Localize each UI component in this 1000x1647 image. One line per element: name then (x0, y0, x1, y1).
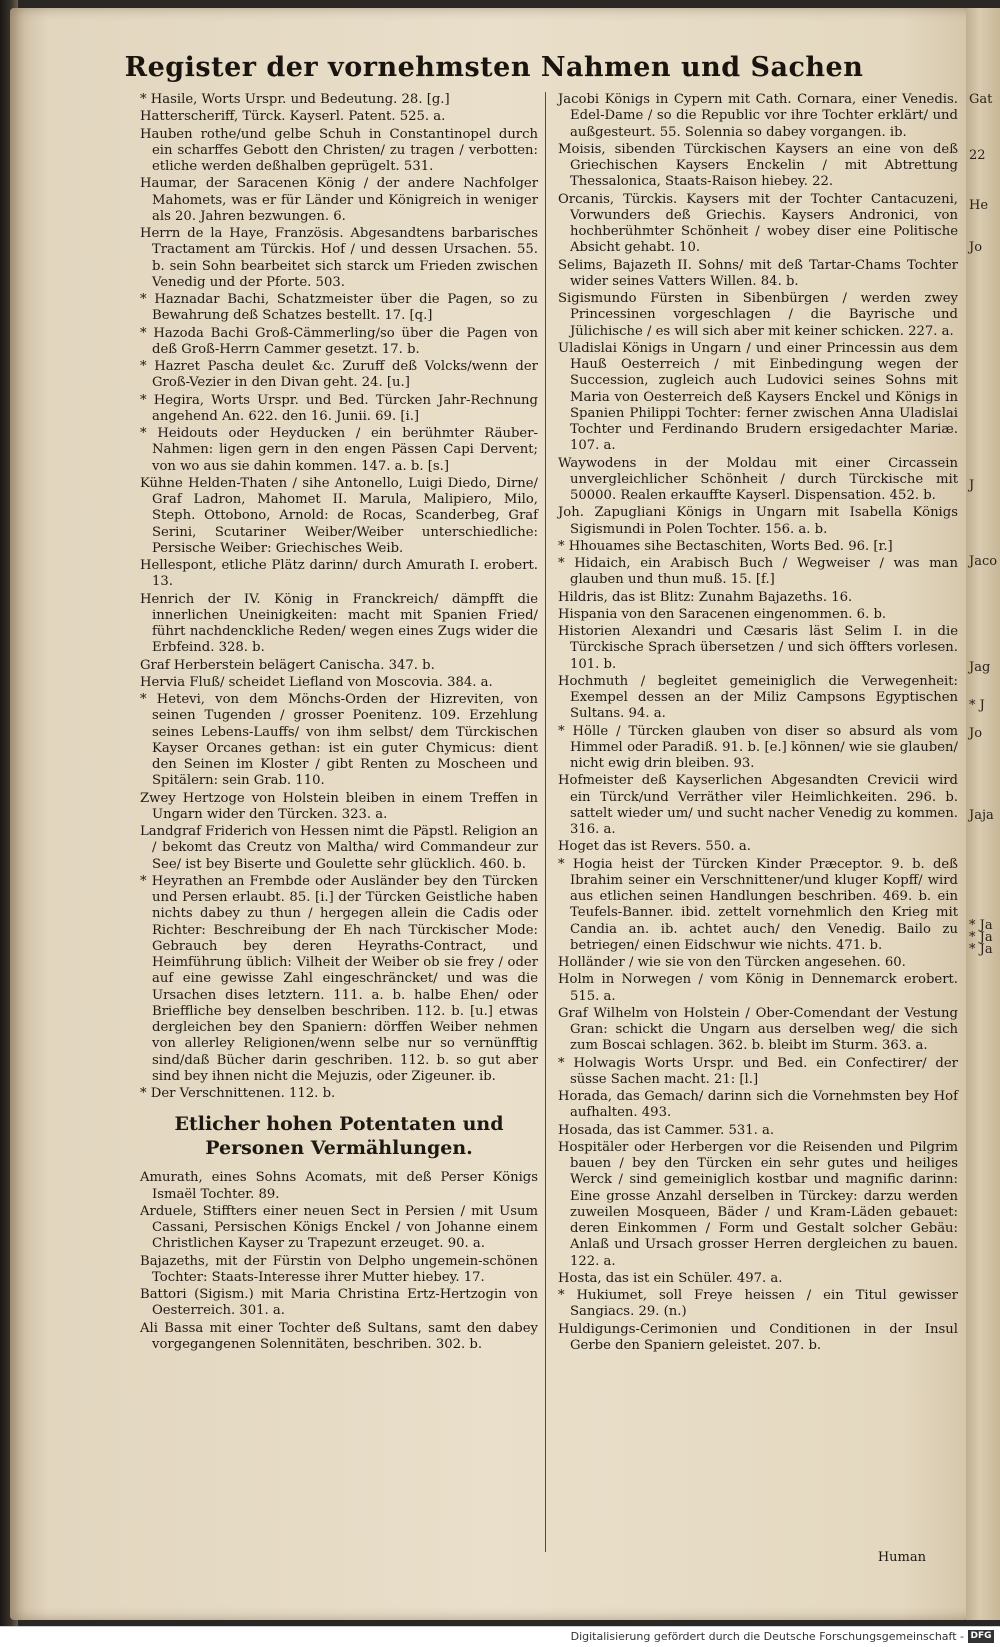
book-page (10, 8, 978, 1620)
next-page-fragment: 22 (969, 148, 986, 163)
section-heading: Etlicher hohen Potentaten und Personen Vermählungen. (174, 1113, 504, 1160)
next-page-fragment: Jag (969, 660, 991, 675)
index-entry: Sigismundo Fürsten in Sibenbürgen / werden zwey Princessinen vorgeschlagen / die Bayrische und Jülichische / es will sich aber mit keiner schicken. 227. a. (558, 291, 958, 339)
index-entry: Landgraf Friderich von Hessen nimt die Päpstl. Religion an / bekomt das Creutz von Maltha/ wird Commandeur zur See/ ist bey Biserte und Goulette sehr glücklich. 460. b. (140, 824, 538, 872)
marriage-entries (140, 1170, 538, 1353)
index-entry: Bajazeths, mit der Fürstin von Delpho ungemein-schönen Tochter: Staats-Interesse ihrer Mutter hiebey. 17. (140, 1253, 538, 1285)
left-entries (140, 92, 538, 1102)
index-entry: Holm in Norwegen / vom König in Dennemarck erobert. 515. a. (558, 972, 958, 1004)
index-entry: Jacobi Königs in Cypern mit Cath. Cornara, einer Venedis. Edel-Dame / so die Republic vor ihre Tochter erklärt/ und außgesteurt. 55. Solennia so dabey vorgangen. ib. (558, 92, 958, 140)
index-entry: * Hölle / Türcken glauben von diser so absurd als vom Himmel oder Paradiß. 91. b. [e.] können/ wie sie glauben/ nicht ewig drin bleiben. 93. (558, 723, 958, 771)
index-entry: Hoget das ist Revers. 550. a. (558, 839, 751, 855)
right-column (558, 92, 958, 1355)
index-entry: Holländer / wie sie von den Türcken angesehen. 60. (558, 955, 906, 970)
index-entry: * Holwagis Worts Urspr. und Bed. ein Confectirer/ der süsse Sachen macht. 21: [l.] (558, 1055, 958, 1087)
index-entry: Huldigungs-Cerimonien und Conditionen in der Insul Gerbe den Spaniern geleistet. 207. b. (558, 1321, 958, 1353)
next-page-fragment: * Ja (969, 942, 993, 957)
index-entry: * Hogia heist der Türcken Kinder Præceptor. 9. b. deß Ibrahim seiner ein Verschnittener/und kluger Kopff/ wird aus etlichen seinen Handlungen beschriben. 469. b. ein Teufels-Banner. ibid. zettelt vornehmlich den Krieg mit Candia an. ib. achtet auch/ den Venedig. Bailo zu betriegen/ einen Eidschwur wie nichts. 471. b. (558, 856, 958, 953)
column-divider (545, 92, 546, 1552)
index-entry: Hofmeister deß Kayserlichen Abgesandten Crevicii wird ein Türck/und Verräther viler Heimlichkeiten. 296. b. sattelt wieder um/ und sucht nacher Venedig zu kommen. 316. a. (558, 773, 958, 837)
index-entry: Hauben rothe/und gelbe Schuh in Constantinopel durch ein scharffes Gebott den Christen/ zu tragen / verbotten: etliche werden deßhalben geprügelt. 531. (140, 126, 538, 174)
index-entry: * Heyrathen an Frembde oder Ausländer bey den Türcken und Persen erlaubt. 85. [i.] der Türcken Geistliche haben nichts dabey zu thun / hergegen allein die Cadis oder Richter: Beschreibung der Eh nach Türckischer Mode: Gebrauch bey deren Heyraths-Contract, und Heimführung üblich: Vilheit der Weiber ob sie frey / oder auf eine gewisse Zahl eingeschräncket/ und was die Ursachen dises letztern. 111. a. b. halbe Ehen/ oder Brieffliche bey denselben beschriben. 112. b. [u.] etwas dergleichen bey den Spaniern: dörffen Weiber nehmen von allerley Religionen/wenn selbe nur so vernünfftig sind/daß Bücher darin geschriben. 112. b. so gut aber sind bey ihnen nicht die Mejuzis, oder Zigeuner. ib. (140, 873, 538, 1084)
index-entry: Herrn de la Haye, Französis. Abgesandtens barbarisches Tractament am Türckis. Hof / und dessen Ursachen. 55. b. sein Sohn bearbeitet sich starck um Frieden zwischen Venedig und der Pforte. 503. (140, 226, 538, 290)
index-entry: * Hasile, Worts Urspr. und Bedeutung. 28. [g.] (140, 92, 450, 107)
index-entry: Kühne Helden-Thaten / sihe Antonello, Luigi Diedo, Dirne/ Graf Ladron, Mahomet II. Marula, Malipiero, Milo, Steph. Ottobono, Arnold: de Rocas, Scanderbeg, Graf Serini, Scutariner Weiber/Weiber unterschiedliche: Persische Weiber: Griechisches Weib. (140, 475, 538, 556)
index-entry: Hospitäler oder Herbergen vor die Reisenden und Pilgrim bauen / bey den Türcken ein sehr gutes und heiliges Werck / sind gemeiniglich kostbar und magnific darinn: Eine grosse Anzahl derselben in Türckey: darzu werden zuweilen Mosqueen, Bäder / und Kram-Läden gebauet: deren Einkommen / Form und Gestalt solcher Gebäu: Anlaß und Ursach grosser Herren dergleichen zu bauen. 122. a. (558, 1139, 958, 1269)
index-entry: * Hazret Pascha deulet &c. Zuruff deß Volcks/wenn der Groß-Vezier in den Divan geht. 24. [u.] (140, 359, 538, 391)
index-entry: Hosta, das ist ein Schüler. 497. a. (558, 1270, 783, 1286)
index-entry: Ali Bassa mit einer Tochter deß Sultans, samt den dabey vorgegangenen Solennitäten, beschriben. 302. b. (140, 1320, 538, 1352)
index-entry: * Hukiumet, soll Freye heissen / ein Titul gewisser Sangiacs. 29. (n.) (558, 1288, 958, 1320)
index-entry: Uladislai Königs in Ungarn / und einer Princessin aus dem Hauß Oesterreich / mit Einbedingung wegen der Succession, zugleich auch Ludovici seines Sohns mit Maria von Oesterreich deß Kaysers Enckel und Königs in Spanien Philippi Tochter: ferner zwischen Anna Uladislai Tochter und Ferdinando Brudern ersigedachter Mariæ. 107. a. (558, 340, 958, 454)
index-entry: * Der Verschnittenen. 112. b. (140, 1086, 336, 1101)
index-entry: * Hegira, Worts Urspr. und Bed. Türcken Jahr-Rechnung angehend An. 622. den 16. Junii. 69. [i.] (140, 392, 538, 424)
footer-text: Digitalisierung gefördert durch die Deutsche Forschungsgemeinschaft - (570, 1630, 964, 1643)
next-page-fragment: J (969, 478, 975, 493)
index-entry: Haumar, der Saracenen König / der andere Nachfolger Mahomets, was er für Länder und Königreich in weniger als 20. Jahren bezwungen. 6. (140, 176, 538, 224)
index-entry: Graf Wilhelm von Holstein / Ober-Comendant der Vestung Gran: schickt die Ungarn aus derselben weg/ die sich zum Boscai schlagen. 362. b. bleibt im Sturm. 363. a. (558, 1005, 958, 1054)
right-entries (558, 92, 958, 1354)
index-entry: Arduele, Stiffters einer neuen Sect in Persien / mit Usum Cassani, Persischen Königs Enckel / von Johanne einem Christlichen Kayser zu Trapezunt erzeuget. 90. a. (140, 1203, 538, 1252)
index-entry: Waywodens in der Moldau mit einer Circassein unvergleichlicher Schönheit / durch Türckische mit 50000. Realen erkauffte Kayserl. Dispensation. 452. b. (558, 455, 958, 503)
next-page-fragment: * Ja (969, 918, 993, 933)
footer-bar (0, 1626, 1000, 1647)
next-page-fragment: Jaco (969, 554, 998, 569)
index-entry: * Heidouts oder Heyducken / ein berühmter Räuber-Nahmen: ligen gern in den engen Pässen Capi Dervent; von wo aus sie dahin kommen. 147. a. b. [s.] (140, 426, 538, 474)
index-entry: * Hidaich, ein Arabisch Buch / Wegweiser / was man glauben und thun muß. 15. [f.] (558, 556, 958, 588)
index-entry: * Hetevi, von dem Mönchs-Orden der Hizreviten, von seinen Tugenden / grosser Poenitenz. 109. Erzehlung seines Lebens-Lauffs/ von ihm selbst/ dem Türckischen Kayser Orcanes gethan: ist ein guter Chymicus: dient den Seinen im Kloster / gibt Renten zu Moscheen und Spitälern: sein Grab. 110. (140, 692, 538, 789)
next-page-fragment: He (969, 198, 989, 213)
index-entry: Horada, das Gemach/ darinn sich die Vornehmsten bey Hof aufhalten. 493. (558, 1089, 958, 1121)
dfg-logo: DFG (968, 1630, 994, 1643)
next-page-fragment: Jo (969, 726, 983, 741)
index-entry: * Haznadar Bachi, Schatzmeister über die Pagen, so zu Bewahrung deß Schatzes bestellt. 17. [q.] (140, 292, 538, 324)
index-entry: Hosada, das ist Cammer. 531. a. (558, 1122, 775, 1138)
index-entry: Historien Alexandri und Cæsaris läst Selim I. in die Türckische Sprach übersetzen / und sich öffters vorlesen. 101. b. (558, 624, 958, 672)
index-entry: Battori (Sigism.) mit Maria Christina Ertz-Hertzogin von Oesterreich. 301. a. (140, 1287, 538, 1319)
left-column (140, 92, 538, 1354)
next-page-edge (966, 8, 1000, 1620)
index-entry: Hervia Fluß/ scheidet Liefland von Moscovia. 384. a. (140, 674, 493, 690)
next-page-fragment: Jo (969, 240, 983, 255)
page-title: Register der vornehmsten Nahmen und Sachen (124, 52, 864, 83)
next-page-fragment: Jaja (969, 808, 994, 823)
index-entry: Selims, Bajazeth II. Sohns/ mit deß Tartar-Chams Tochter wider seines Vatters Willen. 84. b. (558, 257, 958, 289)
next-page-fragment: * Ja (969, 930, 993, 945)
next-page-fragment: * J (969, 698, 985, 713)
index-entry: Hellespont, etliche Plätz darinn/ durch Amurath I. erobert. 13. (140, 558, 538, 590)
index-entry: Hochmuth / begleitet gemeiniglich die Verwegenheit: Exempel dessen an der Miliz Campsons Egyptischen Sultans. 94. a. (558, 673, 958, 722)
index-entry: Henrich der IV. König in Franckreich/ dämpfft die innerlichen Uneinigkeiten: macht mit Spanien Fried/ führt nachdenckliche Reden/ wegen eines Zugs wider die Erbfeind. 328. b. (140, 591, 538, 656)
index-entry: Graf Herberstein belägert Canischa. 347. b. (140, 657, 435, 673)
catchword: Human (877, 1550, 926, 1565)
index-entry: Hispania von den Saracenen eingenommen. 6. b. (558, 606, 887, 622)
index-entry: Joh. Zapugliani Königs in Ungarn mit Isabella Königs Sigismundi in Polen Tochter. 156. a. b. (558, 505, 958, 537)
index-entry: Zwey Hertzoge von Holstein bleiben in einem Treffen in Ungarn wider den Türcken. 323. a. (140, 790, 538, 822)
index-entry: Hatterscheriff, Türck. Kayserl. Patent. 525. a. (140, 109, 446, 125)
index-entry: Amurath, eines Sohns Acomats, mit deß Perser Königs Ismaël Tochter. 89. (140, 1170, 538, 1202)
index-entry: Hildris, das ist Blitz: Zunahm Bajazeths. 16. (558, 589, 853, 605)
index-entry: Orcanis, Türckis. Kaysers mit der Tochter Cantacuzeni, Vorwunders deß Griechis. Kaysers Andronici, von hochberühmter Schönheit / wobey diser eine Politische Absicht gehabt. 10. (558, 191, 958, 256)
next-page-fragment: Gat (969, 92, 993, 107)
index-entry: * Hhouames sihe Bectaschiten, Worts Bed. 96. [r.] (558, 538, 893, 554)
index-entry: Moisis, sibenden Türckischen Kaysers an eine von deß Griechischen Kaysers Enckelin / mit Abtrettung Thessalonica, Staats-Raison hiebey. 22. (558, 141, 958, 190)
index-entry: * Hazoda Bachi Groß-Cämmerling/so über die Pagen von deß Groß-Herrn Cammer gesetzt. 17. b. (140, 325, 538, 357)
